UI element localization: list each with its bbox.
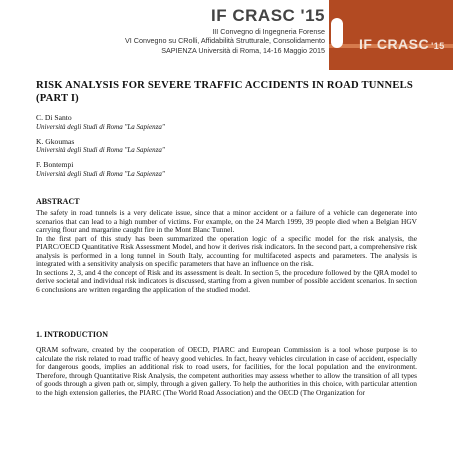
abstract-paragraph: The safety in road tunnels is a very delicate issue, since that a minor accident or a failure of a vehicle can degenerate into scenarios that can lead to a high number of victims. For example, on the 24 March 1999, 39 people died when a Belgian HGV carrying flour and margarine caught fire in the Mont Blanc Tunnel. xyxy=(36,208,417,234)
author-affiliation: Università degli Studi di Roma "La Sapienza" xyxy=(36,169,165,178)
conference-line-1: III Convegno di Ingegneria Forense xyxy=(212,27,325,36)
conference-subtitle xyxy=(125,27,325,55)
introduction-section xyxy=(36,346,417,397)
paper-title: RISK ANALYSIS FOR SEVERE TRAFFIC ACCIDENTS IN ROAD TUNNELS (PART I) xyxy=(36,80,413,104)
logo-pill-icon xyxy=(331,18,343,48)
author-affiliation: Università degli Studi di Roma "La Sapienza" xyxy=(36,122,165,131)
introduction-paragraph: QRAM software, created by the cooperation of OECD, PIARC and European Commission is a tool whose purpose is to calculate the risk related to road traffic of heavy good vehicles. In fact, heavy vehicles circulation in case of accident, especially for dangerous goods, implies an additional risk to road users, for facilities, for the local population and the environment. Therefore, through Quantitative Risk Analysis, the competent authorities may assess whether to allow the transition of all types of goods through a given path or, simply, through a given gallery. To help the authorities in this choice, with particular attention to the high extension galleries, the PIARC (The World Road Association) and the OECD (The Organization for xyxy=(36,345,417,397)
author-affiliation: Università degli Studi di Roma "La Sapienza" xyxy=(36,146,165,155)
conference-logo xyxy=(329,0,453,70)
author-entry xyxy=(36,138,336,155)
author-entry xyxy=(36,114,336,131)
conference-header xyxy=(0,0,453,70)
abstract-paragraph: In the first part of this study has been summarized the operation logic of a specific model for the risk analysis, the PIARC/OECD Quantitative Risk Assessment Model, and how it derives risk indicators. In the second part, a comprehensive risk analysis is performed in a long tunnel in South Italy, accounting for multifaceted aspects and parameters. The analysis is integrated with a sensitivity analysis on specific parameters that have an influence on the risk. xyxy=(36,233,417,268)
conference-line-2: VI Convegno su CRolli, Affidabilità Strutturale, Consolidamento xyxy=(124,36,325,46)
logo-text xyxy=(359,36,445,52)
abstract-heading: ABSTRACT xyxy=(36,197,80,206)
conference-line-3: SAPIENZA Università di Roma, 14-16 Maggio 2015 xyxy=(161,45,325,55)
logo-text-main: IF CRASC xyxy=(359,36,430,52)
logo-text-year: '15 xyxy=(431,41,445,51)
introduction-heading: 1. INTRODUCTION xyxy=(36,330,109,339)
author-name: C. Di Santo xyxy=(36,113,72,122)
abstract-paragraph: In sections 2, 3, and 4 the concept of Risk and its assessment is dealt. In section 5, the procedure followed by the QRA model to derive societal and individual risk indicators is discussed, starting from a given number of possible accident scenarios. In section 6 conclusions are written regarding the application of the studied model. xyxy=(36,267,417,294)
author-name: K. Gkoumas xyxy=(36,136,75,146)
conference-title: IF CRASC '15 xyxy=(211,6,325,25)
author-name: F. Bontempi xyxy=(36,160,74,170)
author-list xyxy=(36,114,336,185)
abstract-section xyxy=(36,197,417,294)
author-entry xyxy=(36,161,336,178)
